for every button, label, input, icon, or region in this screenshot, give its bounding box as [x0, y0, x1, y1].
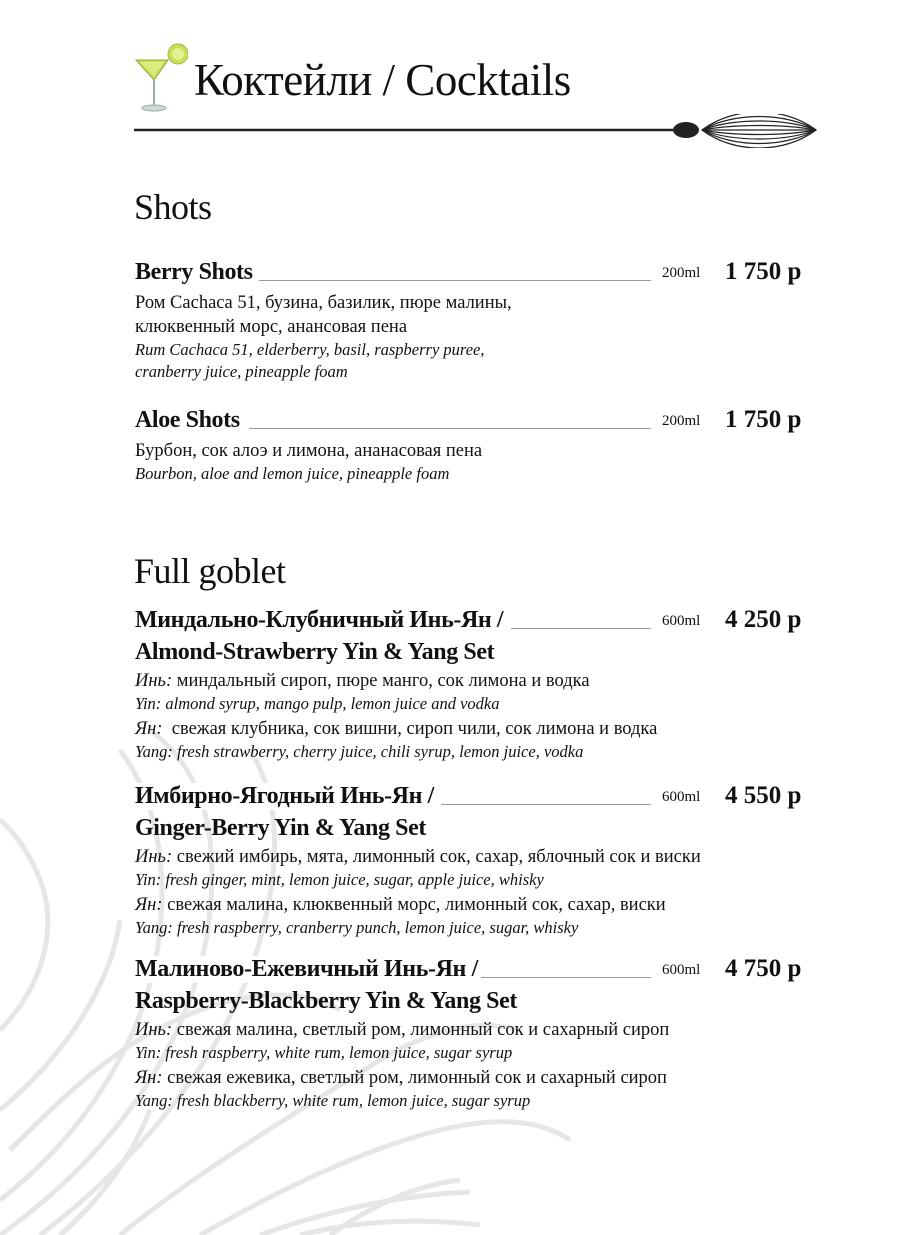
yin-text: миндальный сироп, пюре манго, сок лимона и водка	[176, 671, 590, 691]
section-title-full-goblet: Full goblet	[134, 551, 286, 591]
item-description-en: Rum Cachaca 51, elderberry, basil, raspberry puree,	[135, 340, 485, 359]
yang-label: Ян:	[135, 1068, 163, 1088]
cocktail-glass-icon	[134, 42, 188, 114]
item-name: Малиново-Ежевичный Инь-Ян /	[135, 956, 482, 983]
section-title-shots: Shots	[134, 187, 212, 227]
item-price: 4 250 р	[725, 606, 802, 633]
yin-description-ru	[135, 1018, 805, 1042]
yang-description-en: Yang: fresh blackberry, white rum, lemon juice, sugar syrup	[135, 1091, 531, 1110]
menu-item-ginger-berry	[135, 783, 805, 939]
item-volume: 600ml	[662, 962, 701, 978]
item-volume: 200ml	[662, 265, 701, 281]
menu-item-berry-shots	[135, 259, 805, 383]
divider-ornament	[134, 114, 824, 148]
item-name: Миндально-Клубничный Инь-Ян /	[135, 607, 507, 634]
item-volume: 600ml	[662, 613, 701, 629]
yang-text: свежая малина, клюквенный морс, лимонный сок, сахар, виски	[167, 895, 666, 915]
page-header	[134, 40, 824, 150]
item-name: Aloe Shots	[135, 407, 244, 434]
yang-description-ru	[135, 893, 805, 917]
menu-item-aloe-shots	[135, 407, 805, 485]
item-name-en: Almond-Strawberry Yin & Yang Set	[135, 639, 495, 665]
dot-leader	[511, 628, 651, 629]
yang-description-en: Yang: fresh raspberry, cranberry punch, lemon juice, sugar, whisky	[135, 918, 579, 937]
item-price: 1 750 р	[725, 258, 802, 285]
yang-description-en: Yang: fresh strawberry, cherry juice, chili syrup, lemon juice, vodka	[135, 742, 584, 761]
item-description-ru: Ром Cachaca 51, бузина, базилик, пюре малины,	[135, 293, 512, 313]
yang-text: свежая ежевика, светлый ром, лимонный сок и сахарный сироп	[167, 1068, 667, 1088]
item-volume: 200ml	[662, 413, 701, 429]
yin-description-ru	[135, 845, 805, 869]
dot-leader	[481, 977, 651, 978]
menu-item-raspberry-blackberry	[135, 956, 805, 1112]
yin-text: свежая малина, светлый ром, лимонный сок и сахарный сироп	[176, 1020, 670, 1040]
yang-label: Ян:	[135, 895, 163, 915]
item-price: 4 750 р	[725, 955, 802, 982]
yin-description-en: Yin: almond syrup, mango pulp, lemon juice and vodka	[135, 694, 500, 713]
yin-description-en: Yin: fresh ginger, mint, lemon juice, sugar, apple juice, whisky	[135, 870, 544, 889]
dot-leader	[441, 804, 651, 805]
item-description-en: Bourbon, aloe and lemon juice, pineapple foam	[135, 464, 450, 483]
item-name: Berry Shots	[135, 259, 257, 286]
item-price: 1 750 р	[725, 406, 802, 433]
item-volume: 600ml	[662, 789, 701, 805]
item-name-en: Ginger-Berry Yin & Yang Set	[135, 815, 426, 841]
menu-item-almond-strawberry	[135, 607, 805, 763]
item-description-ru: Бурбон, сок алоэ и лимона, ананасовая пена	[135, 441, 483, 461]
yang-text: свежая клубника, сок вишни, сироп чили, сок лимона и водка	[171, 719, 658, 739]
yin-description-ru	[135, 669, 805, 693]
yin-label: Инь:	[135, 671, 173, 691]
item-description-ru: клюквенный морс, анансовая пена	[135, 317, 408, 337]
item-name: Имбирно-Ягодный Инь-Ян /	[135, 783, 438, 810]
yang-label: Ян:	[135, 719, 163, 739]
yin-description-en: Yin: fresh raspberry, white rum, lemon juice, sugar syrup	[135, 1043, 513, 1062]
dot-leader	[249, 428, 651, 429]
dot-leader	[259, 280, 651, 281]
item-name-en: Raspberry-Blackberry Yin & Yang Set	[135, 988, 517, 1014]
yang-description-ru	[135, 1066, 805, 1090]
yin-text: свежий имбирь, мята, лимонный сок, сахар, яблочный сок и виски	[176, 847, 701, 867]
item-description-en: cranberry juice, pineapple foam	[135, 362, 348, 381]
item-price: 4 550 р	[725, 782, 802, 809]
yang-description-ru	[135, 717, 805, 741]
yin-label: Инь:	[135, 1020, 173, 1040]
page-title: Коктейли / Cocktails	[194, 55, 571, 105]
yin-label: Инь:	[135, 847, 173, 867]
